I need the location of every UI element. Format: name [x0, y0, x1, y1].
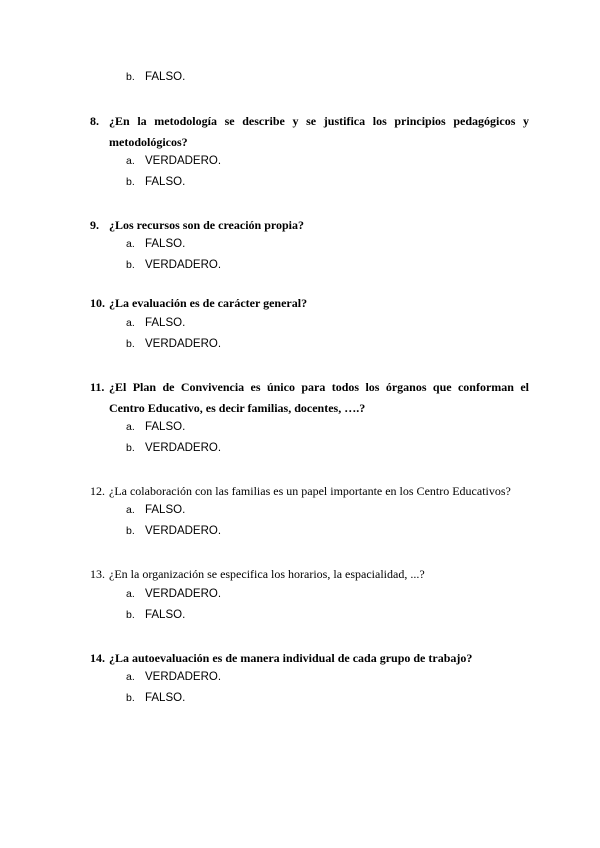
question-number: 10.: [90, 296, 105, 310]
option-label: a.: [126, 588, 135, 600]
question-number: 9.: [90, 218, 99, 232]
option-label: b.: [126, 338, 135, 350]
question-text-line1: ¿La evaluación es de carácter general?: [109, 296, 308, 310]
option-text: VERDADERO.: [145, 259, 222, 271]
option-label: a.: [126, 317, 135, 329]
option-text: VERDADERO.: [145, 525, 222, 537]
option-label: b.: [126, 176, 135, 188]
option-label: a.: [126, 155, 135, 167]
option-text: VERDADERO.: [145, 338, 222, 350]
question-text-line1: ¿En la metodología se describe y se justifica los principios pedagógicos y: [109, 114, 529, 128]
option-label: a.: [126, 671, 135, 683]
question-number: 12.: [90, 484, 105, 498]
option-text: VERDADERO.: [145, 155, 222, 167]
question-text-line1: ¿El Plan de Convivencia es único para todos los órganos que conforman el: [109, 380, 529, 394]
option-text: FALSO.: [145, 692, 186, 704]
option-label: b.: [126, 442, 135, 454]
option-label: b.: [126, 609, 135, 621]
option-label: a.: [126, 238, 135, 250]
question-number: 11.: [90, 380, 105, 394]
option-label: b.: [126, 525, 135, 537]
option-label: b.: [126, 71, 135, 83]
question-text-line1: ¿Los recursos son de creación propia?: [109, 218, 305, 232]
option-text: VERDADERO.: [145, 442, 222, 454]
option-text: FALSO.: [145, 317, 186, 329]
question-number: 14.: [90, 651, 105, 665]
option-text: FALSO.: [145, 176, 186, 188]
option-label: a.: [126, 504, 135, 516]
question-number: 13.: [90, 567, 105, 581]
option-text: FALSO.: [145, 71, 186, 83]
question-number: 8.: [90, 114, 99, 128]
option-text: FALSO.: [145, 504, 186, 516]
option-text: FALSO.: [145, 609, 186, 621]
question-text-line2: metodológicos?: [109, 135, 188, 149]
option-label: b.: [126, 259, 135, 271]
question-text-line1: ¿En la organización se especifica los horarios, la espacialidad, ...?: [109, 567, 425, 581]
option-text: VERDADERO.: [145, 588, 222, 600]
question-text-line1: ¿La colaboración con las familias es un papel importante en los Centro Educativos?: [109, 484, 511, 498]
question-text-line1: ¿La autoevaluación es de manera individual de cada grupo de trabajo?: [109, 651, 473, 665]
option-label: b.: [126, 692, 135, 704]
option-text: VERDADERO.: [145, 671, 222, 683]
option-label: a.: [126, 421, 135, 433]
option-text: FALSO.: [145, 421, 186, 433]
question-text-line2: Centro Educativo, es decir familias, docentes, ….?: [109, 401, 366, 415]
option-text: FALSO.: [145, 238, 186, 250]
